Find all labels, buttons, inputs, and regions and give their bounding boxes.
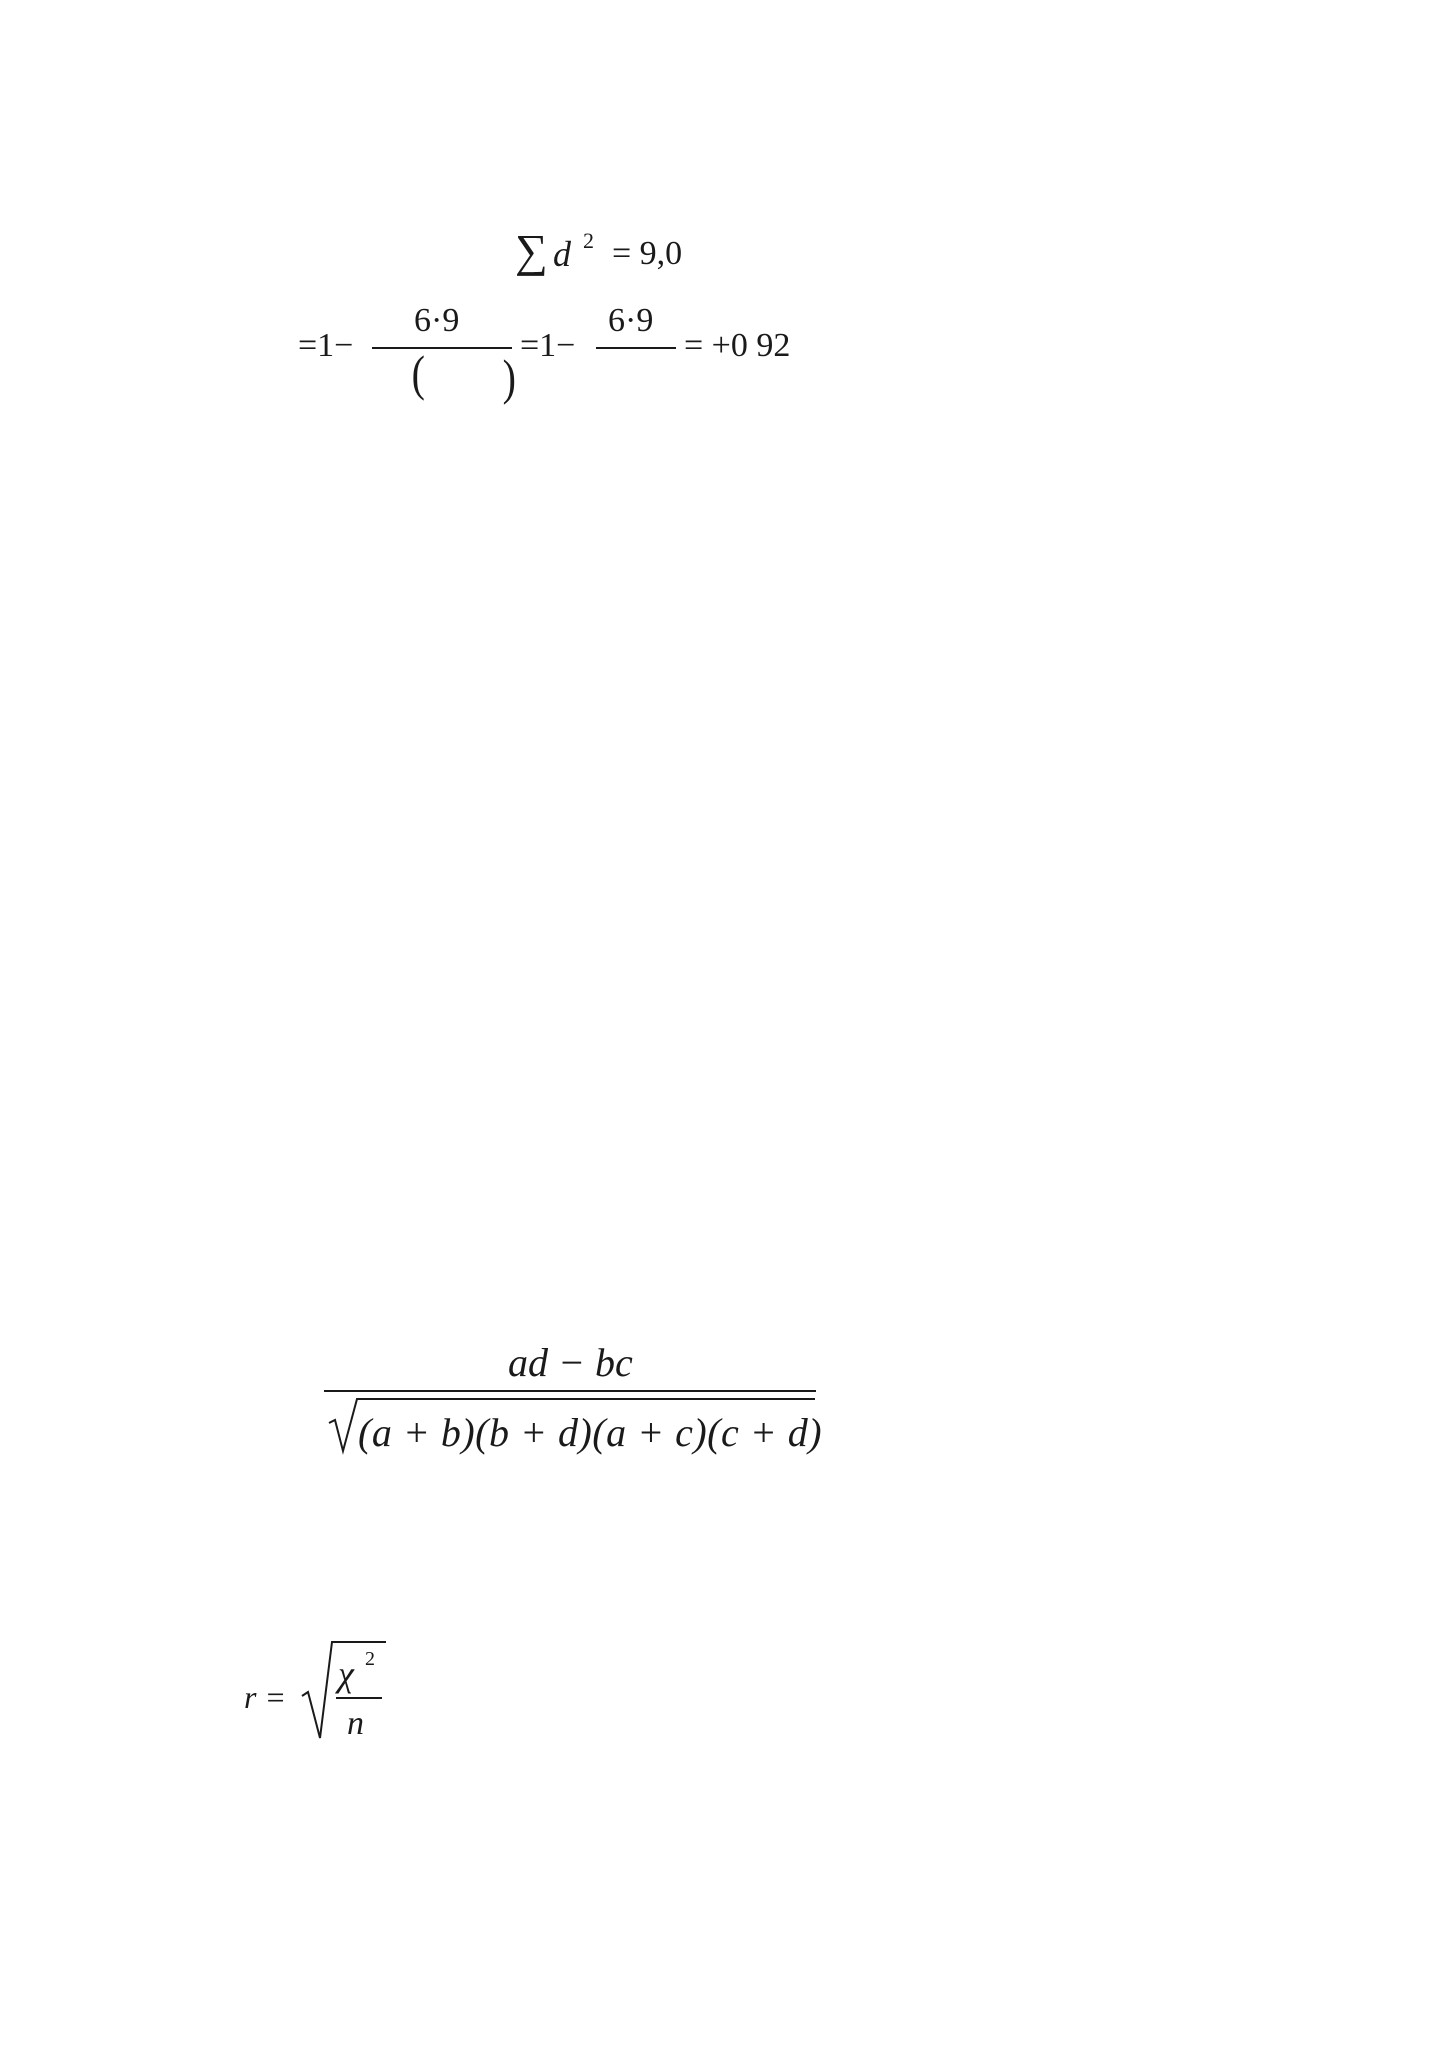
lead-term: =1− (298, 327, 354, 364)
chi-symbol: χ (338, 1654, 354, 1694)
open-paren: ( (411, 345, 425, 401)
variable-d: d (553, 234, 571, 274)
phi-fraction-bar (324, 1390, 816, 1392)
fraction-bar-1 (372, 347, 512, 349)
sigma-symbol: ∑ (515, 225, 548, 276)
r-fraction-bar (336, 1697, 382, 1699)
exponent: 2 (583, 228, 594, 253)
r-lhs: r = (244, 1679, 287, 1715)
phi-numerator: ad − bc (508, 1340, 633, 1385)
mid-term: =1− (520, 327, 576, 364)
sum-value: = 9,0 (612, 235, 683, 272)
fraction-bar-2 (596, 347, 676, 349)
close-paren: ) (502, 349, 516, 405)
n-denominator: n (347, 1705, 364, 1742)
chi-exponent: 2 (365, 1648, 375, 1670)
phi-denominator: (a + b)(b + d)(a + c)(c + d) (358, 1410, 823, 1455)
numerator-1: 6·9 (414, 302, 460, 339)
numerator-2: 6·9 (608, 302, 654, 339)
result: = +0 92 (684, 327, 791, 364)
